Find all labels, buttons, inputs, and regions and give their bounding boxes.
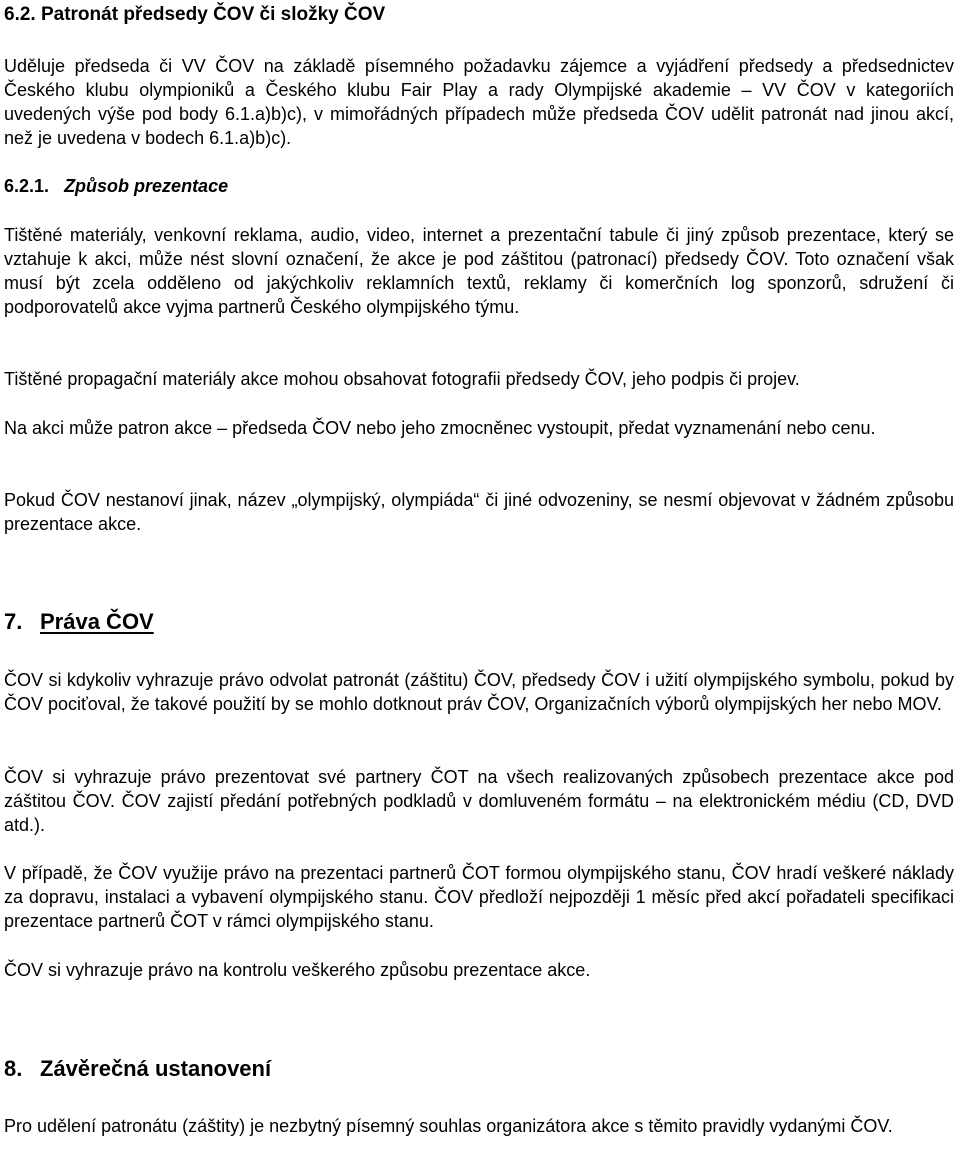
section-6-2-1-paragraph-3: Na akci může patron akce – předseda ČOV nebo jeho zmocněnec vystoupit, předat vyznamenání nebo cenu. (4, 418, 876, 438)
section-6-2-paragraph: Uděluje předseda či VV ČOV na základě písemného požadavku zájemce a vyjádření předsedy a předsednictev Českého klubu olympioniků a Českého klubu Fair Play a rady Olympijské akademie – VV ČOV v kategoriích uvedených výše pod body 6.1.a)b)c), v mimořádných případech může předseda ČOV udělit patronát nad jinou akcí, než je uvedena v bodech 6.1.a)b)c). (4, 56, 954, 148)
section-6-2-1-title: Způsob prezentace (64, 176, 229, 196)
section-6-2-1-heading (4, 174, 954, 198)
section-7-paragraph-2: ČOV si vyhrazuje právo prezentovat své partnery ČOT na všech realizovaných způsobech prezentace akce pod záštitou ČOV. ČOV zajistí předání potřebných podkladů v domluveném formátu – na elektronickém médiu (CD, DVD atd.). (4, 767, 954, 835)
section-7-number: 7. (4, 609, 23, 634)
section-7-paragraph-3: V případě, že ČOV využije právo na prezentaci partnerů ČOT formou olympijského stanu, ČOV hradí veškeré náklady za dopravu, instalaci a vybavení olympijského stanu. ČOV předloží nejpozději 1 měsíc před akcí pořadateli specifikaci prezentace partnerů ČOT v rámci olympijského stanu. (4, 863, 954, 931)
section-6-2-1-number: 6.2.1. (4, 176, 50, 196)
section-6-2-1-paragraph-2: Tištěné propagační materiály akce mohou obsahovat fotografii předsedy ČOV, jeho podpis či projev. (4, 369, 800, 389)
section-6-2-1-paragraph-4: Pokud ČOV nestanoví jinak, název „olympijský, olympiáda“ či jiné odvozeniny, se nesmí objevovat v žádném způsobu prezentace akce. (4, 490, 954, 534)
section-7-title: Práva ČOV (40, 609, 154, 634)
section-8-title: Závěrečná ustanovení (40, 1056, 272, 1081)
section-7-heading (4, 608, 954, 636)
section-7-paragraph-1: ČOV si kdykoliv vyhrazuje právo odvolat patronát (záštitu) ČOV, předsedy ČOV i užití olympijského symbolu, pokud by ČOV pociťoval, že takové použití by se mohlo dotknout práv ČOV, Organizačních výborů olympijských her nebo MOV. (4, 670, 954, 714)
section-6-2-heading: 6.2. Patronát předsedy ČOV či složky ČOV (4, 4, 386, 25)
section-8-heading (4, 1055, 954, 1083)
section-8-paragraph: Pro udělení patronátu (záštity) je nezbytný písemný souhlas organizátora akce s těmito pravidly vydanými ČOV. (4, 1116, 893, 1136)
section-8-number: 8. (4, 1056, 23, 1081)
section-7-paragraph-4: ČOV si vyhrazuje právo na kontrolu veškerého způsobu prezentace akce. (4, 960, 591, 980)
section-6-2-1-paragraph-1: Tištěné materiály, venkovní reklama, audio, video, internet a prezentační tabule či jiný způsob prezentace, který se vztahuje k akci, může nést slovní označení, že akce je pod záštitou (patronací) předsedy ČOV. Toto označení však musí být zcela odděleno od jakýchkoliv reklamních textů, reklamy či komerčních log sponzorů, sdružení či podporovatelů akce vyjma partnerů Českého olympijského týmu. (4, 225, 954, 317)
